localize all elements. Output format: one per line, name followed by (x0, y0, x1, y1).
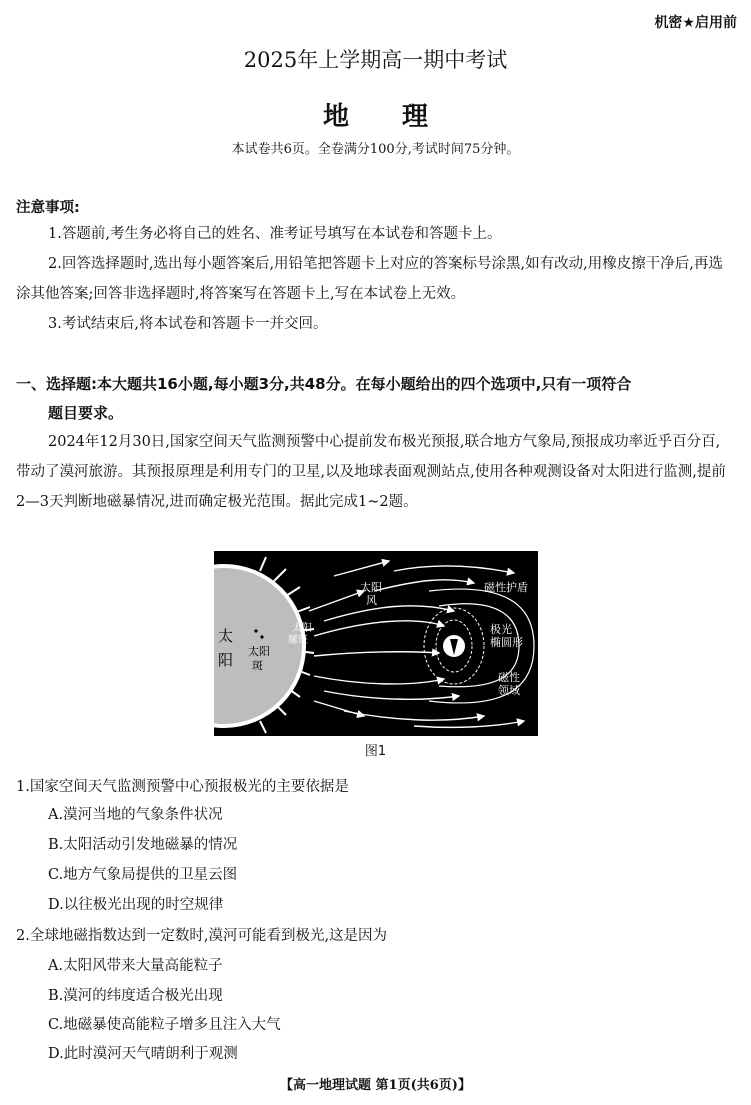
solar-wind-label-1: 太阳 (360, 581, 382, 594)
sunspot-label-2: 斑 (252, 659, 263, 672)
question-2-stem: 2.全球地磁指数达到一定数时,漠河可能看到极光,这是因为 (16, 928, 388, 944)
sunspot-label-1: 太阳 (248, 645, 270, 658)
confidential-label: 机密★启用前 (654, 15, 737, 31)
page-footer: 【高一地理试题 第1页(共6页)】 (280, 1078, 471, 1093)
question-1-option-d: D.以往极光出现的时空规律 (48, 897, 224, 913)
exam-title: 2025年上学期高一期中考试 (243, 48, 508, 72)
subject-title: 地 理 (322, 102, 451, 132)
solar-wind-label-2: 风 (366, 594, 377, 607)
passage: 2024年12月30日,国家空间天气监测预警中心提前发布极光预报,联合地方气象局,预报成功率近乎百分百,带动了漠河旅游。其预报原理是利用专门的卫星,以及地球表面观测站点,使用各种观测设备对太阳进行监测,提前2—3天判断地磁暴情况,进而确定极光范围。据此完成1~2题。 (16, 434, 726, 510)
note-item-3: 3.考试结束后,将本试卷和答题卡一并交回。 (48, 316, 328, 332)
section-heading-line1: 一、选择题:本大题共16小题,每小题3分,共48分。在每小题给出的四个选项中,只有一项符合 (16, 375, 632, 393)
note-item-1: 1.答题前,考生务必将自己的姓名、准考证号填写在本试卷和答题卡上。 (48, 226, 502, 242)
question-2-option-a: A.太阳风带来大量高能粒子 (48, 958, 223, 974)
question-2-option-b: B.漠河的纬度适合极光出现 (48, 988, 223, 1004)
aurora-label-2: 椭圆形 (490, 636, 523, 649)
sun-label-2: 阳 (218, 651, 234, 669)
question-2-option-c: C.地磁暴使高能粒子增多且注入大气 (48, 1017, 281, 1033)
solar-wind-diagram (214, 551, 538, 736)
solar-wind-figure (214, 551, 538, 736)
flare-label-2: 耀斑 (288, 635, 308, 646)
flare-label-1: 太阳 (292, 623, 312, 634)
aurora-label-1: 极光 (490, 623, 512, 636)
figure-caption: 图1 (364, 744, 387, 759)
note-item-2: 2.回答选择题时,选出每小题答案后,用铅笔把答题卡上对应的答案标号涂黑,如有改动,用橡皮擦干净后,再选涂其他答案;回答非选择题时,将答案写在答题卡上,写在本试卷上无效。 (16, 256, 723, 302)
sunspot-dot (260, 635, 263, 638)
magnetic-shield-label: 磁性护盾 (484, 581, 528, 594)
magnetic-field-label-1: 磁性 (498, 671, 520, 684)
question-2-option-d: D.此时漠河天气晴朗利于观测 (48, 1046, 238, 1062)
section-heading (16, 370, 737, 428)
sun-label-1: 太 (218, 627, 234, 645)
question-1-option-c: C.地方气象局提供的卫星云图 (48, 867, 238, 883)
exam-info: 本试卷共6页。全卷满分100分,考试时间75分钟。 (231, 142, 520, 157)
section-heading-line2: 题目要求。 (48, 404, 124, 422)
question-1-option-b: B.太阳活动引发地磁暴的情况 (48, 837, 238, 853)
sunspot-dot (254, 629, 257, 632)
magnetic-field-label-2: 领域 (498, 684, 520, 697)
question-1-option-a: A.漠河当地的气象条件状况 (48, 807, 223, 823)
question-1-stem: 1.国家空间天气监测预警中心预报极光的主要依据是 (16, 779, 349, 795)
notes-heading: 注意事项: (16, 200, 80, 216)
